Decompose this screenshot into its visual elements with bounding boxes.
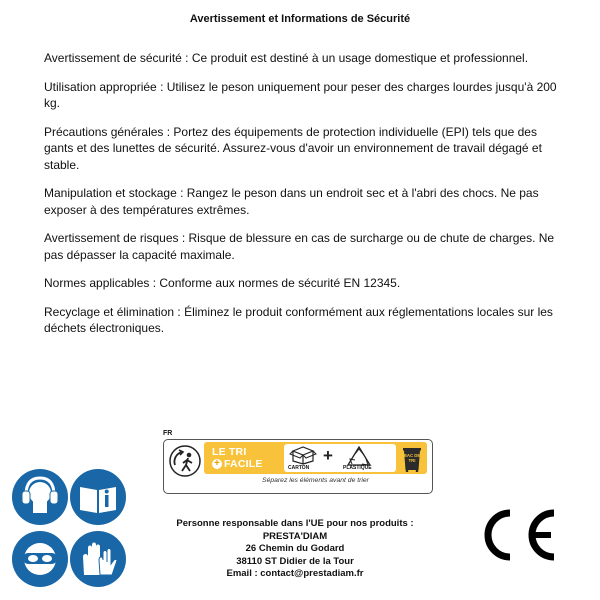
plus-badge: +	[213, 458, 221, 469]
paragraph-general-precautions: Précautions générales : Portez des équipements de protection individuelle (EPI) tels que des gants et des lunettes de sécurité. Assurez-vous d'avoir un environnement de travail dégagé et stable.	[44, 124, 542, 172]
bin-label: BAC DE TRI	[403, 453, 421, 463]
paragraph-standards: Normes applicables : Conforme aux normes de sécurité EN 12345.	[44, 276, 401, 290]
le-tri-label: LE TRI	[212, 446, 247, 458]
ear-protection-icon	[12, 469, 68, 525]
safety-glasses-icon	[12, 531, 68, 587]
country-label: FR	[163, 430, 173, 437]
plus-sign: +	[323, 446, 333, 465]
paragraph-safety-warning: Avertissement de sécurité : Ce produit est destiné à un usage domestique et professionnel.	[44, 51, 529, 65]
sorting-caption: Séparez les éléments avant de trier	[262, 477, 369, 484]
protective-gloves-icon	[70, 531, 126, 587]
ce-mark-icon	[476, 505, 560, 565]
safety-paragraphs	[44, 50, 569, 349]
plastique-label: PLASTIQUE	[343, 465, 372, 471]
recycling-info-box	[163, 439, 433, 494]
paragraph-recycling: Recyclage et élimination : Éliminez le produit conformément aux réglementations locales sur les déchets électroniques.	[44, 304, 553, 335]
triman-icon	[168, 444, 202, 478]
street-address: 26 Chemin du Godard	[245, 543, 345, 554]
email-line: Email : contact@prestadiam.fr	[226, 568, 364, 579]
carton-box-icon	[289, 445, 317, 465]
company-name: PRESTA'DIAM	[262, 530, 328, 542]
paragraph-appropriate-use: Utilisation appropriée : Utilisez le peson uniquement pour peser des charges lourdes jusqu'à 200 kg.	[44, 79, 557, 110]
read-manual-icon	[70, 469, 126, 525]
recycle-icon	[346, 445, 372, 467]
page-title: Avertissement et Informations de Sécurité	[189, 13, 411, 25]
packaging-items	[284, 444, 396, 472]
facile-label: FACILE	[224, 458, 263, 470]
paragraph-risk-warning: Avertissement de risques : Risque de blessure en cas de surcharge ou de chute de charges. Ne pas dépasser la capacité maximale.	[44, 231, 555, 262]
recycling-band	[204, 442, 427, 474]
responsible-person-block	[150, 518, 440, 581]
le-tri-facile-label	[212, 446, 263, 470]
city-address: 38110 ST Didier de la Tour	[236, 555, 354, 567]
responsible-heading: Personne responsable dans l'UE pour nos produits :	[176, 518, 414, 529]
carton-label: CARTON	[288, 465, 310, 471]
paragraph-handling-storage: Manipulation et stockage : Rangez le peson dans un endroit sec et à l'abri des chocs. Ne pas exposer à des températures extrêmes.	[44, 186, 539, 217]
